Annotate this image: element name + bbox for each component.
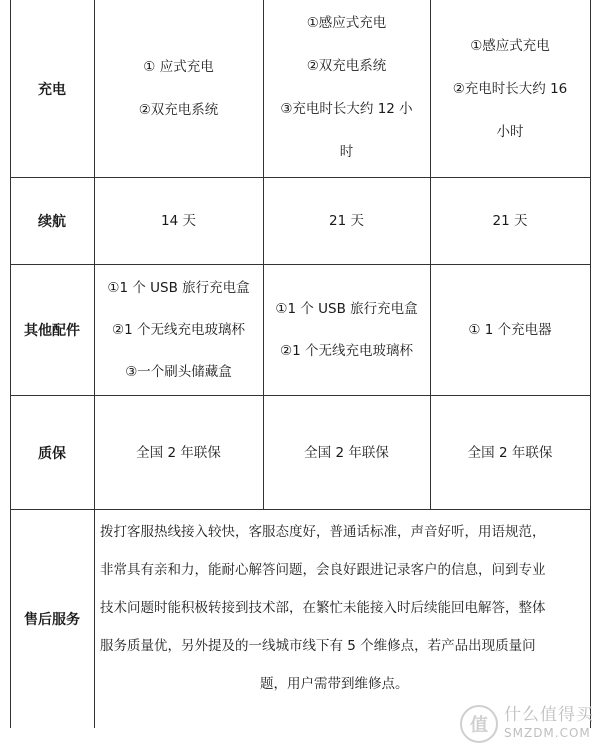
- cell-charging-col3: [430, 0, 590, 177]
- cell-line: ②双充电系统: [306, 58, 387, 74]
- after-sales-line: 技术问题时能积极转接到技术部，在繁忙未能接入时后续能回电解答，整体: [100, 600, 546, 616]
- cell-line: 小时: [496, 123, 524, 140]
- cell-line: ②双充电系统: [138, 102, 219, 118]
- cell-accessories-col1: [94, 265, 263, 395]
- cell-battery-col2: 21 天: [329, 213, 364, 229]
- after-sales-line: 服务质量优，另外提及的一线城市线下有 5 个维修点，若产品出现质量问: [100, 638, 536, 654]
- cell-line: ③一个刷头储藏盒: [125, 364, 232, 380]
- row-label-warranty: 质保: [38, 445, 66, 462]
- cell-line: 时: [339, 144, 354, 160]
- cell-line: ①感应式充电: [306, 15, 387, 31]
- watermark-cn: 什么值得买: [504, 705, 594, 725]
- row-label-accessories: 其他配件: [24, 323, 80, 339]
- watermark: [460, 705, 594, 743]
- cell-line: ③充电时长大约 12 小: [280, 101, 413, 117]
- cell-line: ②充电时长大约 16: [452, 80, 568, 97]
- after-sales-line: 非常具有亲和力，能耐心解答问题，会良好跟进记录客户的信息，问到专业: [100, 562, 546, 578]
- cell-warranty-col2: 全国 2 年联保: [304, 444, 389, 461]
- table-border-right: [590, 0, 591, 728]
- cell-charging-col1: [94, 0, 263, 177]
- smzdm-logo-icon: 值: [460, 705, 498, 743]
- cell-line: ②1 个无线充电玻璃杯: [280, 343, 413, 359]
- cell-line: ②1 个无线充电玻璃杯: [112, 322, 245, 338]
- cell-line: ① 应式充电: [143, 59, 214, 75]
- cell-battery-col1: 14 天: [161, 213, 196, 229]
- after-sales-line: 拨打客服热线接入较快，客服态度好，普通话标准，声音好听，用语规范，: [100, 524, 546, 540]
- after-sales-text: [100, 513, 588, 703]
- row-label-after-sales: 售后服务: [24, 612, 80, 628]
- row-divider-4: [10, 509, 591, 510]
- cell-charging-col2: [263, 0, 430, 177]
- row-label-battery: 续航: [38, 214, 66, 230]
- cell-line: ①1 个 USB 旅行充电盒: [107, 280, 250, 296]
- cell-accessories-col3: ① 1 个充电器: [468, 322, 552, 338]
- cell-battery-col3: 21 天: [492, 213, 528, 229]
- cell-accessories-col2: [263, 265, 430, 395]
- after-sales-line: 题，用户需带到维修点。: [260, 676, 409, 692]
- row-label-charging: 充电: [38, 81, 66, 98]
- cell-line: ①感应式充电: [470, 37, 550, 54]
- cell-warranty-col1: 全国 2 年联保: [136, 444, 221, 461]
- cell-line: ①1 个 USB 旅行充电盒: [275, 301, 418, 317]
- cell-warranty-col3: 全国 2 年联保: [467, 444, 553, 461]
- watermark-en: SMZDM.COM: [504, 726, 591, 740]
